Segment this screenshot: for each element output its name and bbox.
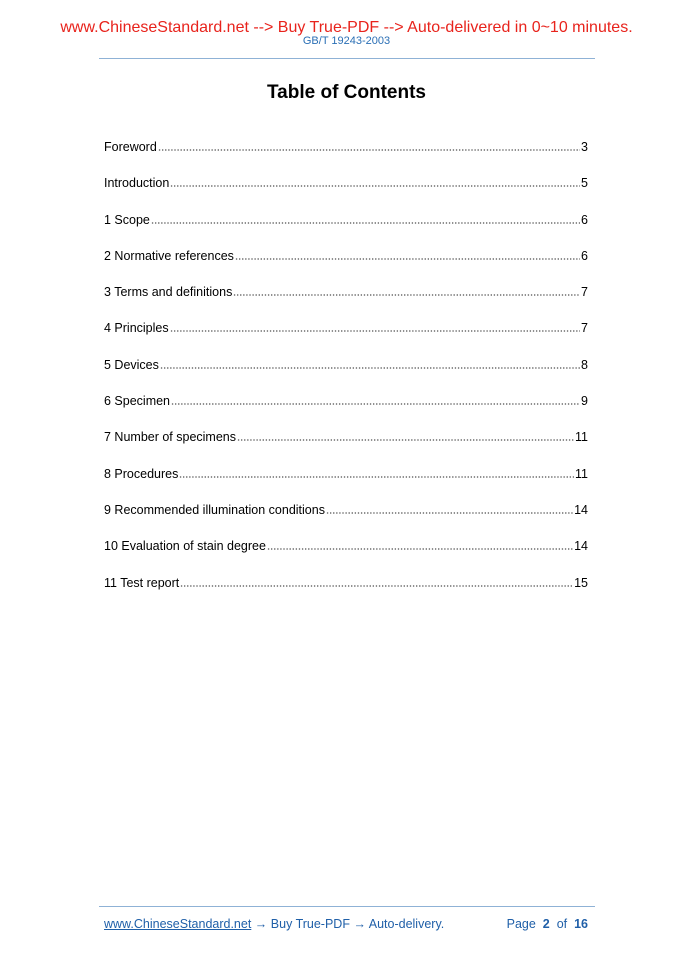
toc-entry-page: 11 [575, 430, 588, 445]
toc-entry-label: 10 Evaluation of stain degree [104, 539, 266, 554]
toc-entry-page: 5 [581, 176, 588, 191]
toc-entry[interactable] [104, 212, 588, 248]
toc-dot-leader [180, 577, 573, 587]
toc-entry[interactable] [104, 575, 588, 611]
toc-entry[interactable] [104, 357, 588, 393]
toc-entry-page: 9 [581, 394, 588, 409]
toc-entry-label: 8 Procedures [104, 466, 179, 481]
toc-entry-label: 3 Terms and definitions [104, 285, 233, 300]
toc-entry-label: 9 Recommended illumination conditions [104, 502, 325, 517]
toc-entry[interactable] [104, 175, 588, 211]
toc-dot-leader [151, 214, 580, 224]
toc-title: Table of Contents [266, 82, 427, 103]
toc-dot-leader [326, 504, 573, 514]
toc-dot-leader [171, 395, 580, 405]
toc-dot-leader [160, 359, 580, 369]
toc-entry-page: 15 [574, 575, 588, 590]
toc-entry[interactable] [104, 538, 588, 574]
toc-entry-label: 1 Scope [104, 212, 150, 227]
toc-entry[interactable] [104, 320, 588, 356]
header-divider [99, 58, 595, 59]
toc-entry-label: 7 Number of specimens [104, 430, 237, 445]
toc-entry-label: Introduction [104, 176, 170, 191]
page-indicator [507, 916, 588, 932]
toc-entry-page: 11 [575, 466, 588, 481]
page-label: Page [506, 917, 536, 931]
toc-entry-label: 2 Normative references [104, 248, 234, 263]
toc-entry-label: Foreword [104, 140, 157, 154]
arrow-icon: → [254, 917, 268, 931]
toc-dot-leader [233, 286, 580, 296]
footer-delivery-text: Auto-delivery. [368, 917, 445, 931]
page-of-label: of [556, 917, 568, 931]
toc-entry-page: 8 [581, 357, 588, 372]
toc-entry-page: 3 [581, 140, 588, 154]
promo-banner[interactable]: www.ChineseStandard.net --> Buy True-PDF --> Auto-delivered in 0~10 minutes. [60, 19, 633, 36]
footer-buy-text: Buy True-PDF [270, 917, 350, 931]
toc-dot-leader [158, 141, 580, 151]
arrow-icon: → [353, 917, 366, 931]
page-total: 16 [574, 917, 588, 931]
toc-entry[interactable] [104, 429, 588, 465]
toc-dot-leader [235, 250, 580, 260]
toc-dot-leader [179, 468, 574, 478]
toc-dot-leader [170, 177, 580, 187]
footer-promo [104, 916, 444, 932]
toc-entry-page: 6 [581, 212, 588, 227]
toc-entry-label: 4 Principles [104, 321, 169, 336]
toc-entry-label: 11 Test report [104, 575, 180, 590]
toc-dot-leader [267, 540, 573, 550]
footer [104, 916, 588, 932]
toc-entry[interactable] [104, 466, 588, 502]
footer-site-link[interactable]: www.ChineseStandard.net [104, 917, 252, 931]
toc-entry-page: 14 [574, 502, 588, 517]
toc-entry-page: 6 [581, 248, 588, 263]
toc-dot-leader [237, 431, 574, 441]
toc-entry-page: 14 [574, 539, 588, 554]
toc-entry[interactable] [104, 248, 588, 284]
toc-entry[interactable] [104, 139, 588, 175]
toc-dot-leader [170, 322, 580, 332]
toc-entry-label: 6 Specimen [104, 394, 171, 409]
toc-entry-page: 7 [581, 321, 588, 336]
toc-entry[interactable] [104, 393, 588, 429]
toc-entry[interactable] [104, 502, 588, 538]
document-code: GB/T 19243-2003 [302, 35, 391, 47]
toc-list [104, 139, 588, 611]
toc-entry-label: 5 Devices [104, 357, 159, 372]
toc-entry[interactable] [104, 284, 588, 320]
page-current: 2 [542, 917, 550, 931]
footer-divider [99, 906, 595, 907]
toc-entry-page: 7 [581, 285, 588, 300]
